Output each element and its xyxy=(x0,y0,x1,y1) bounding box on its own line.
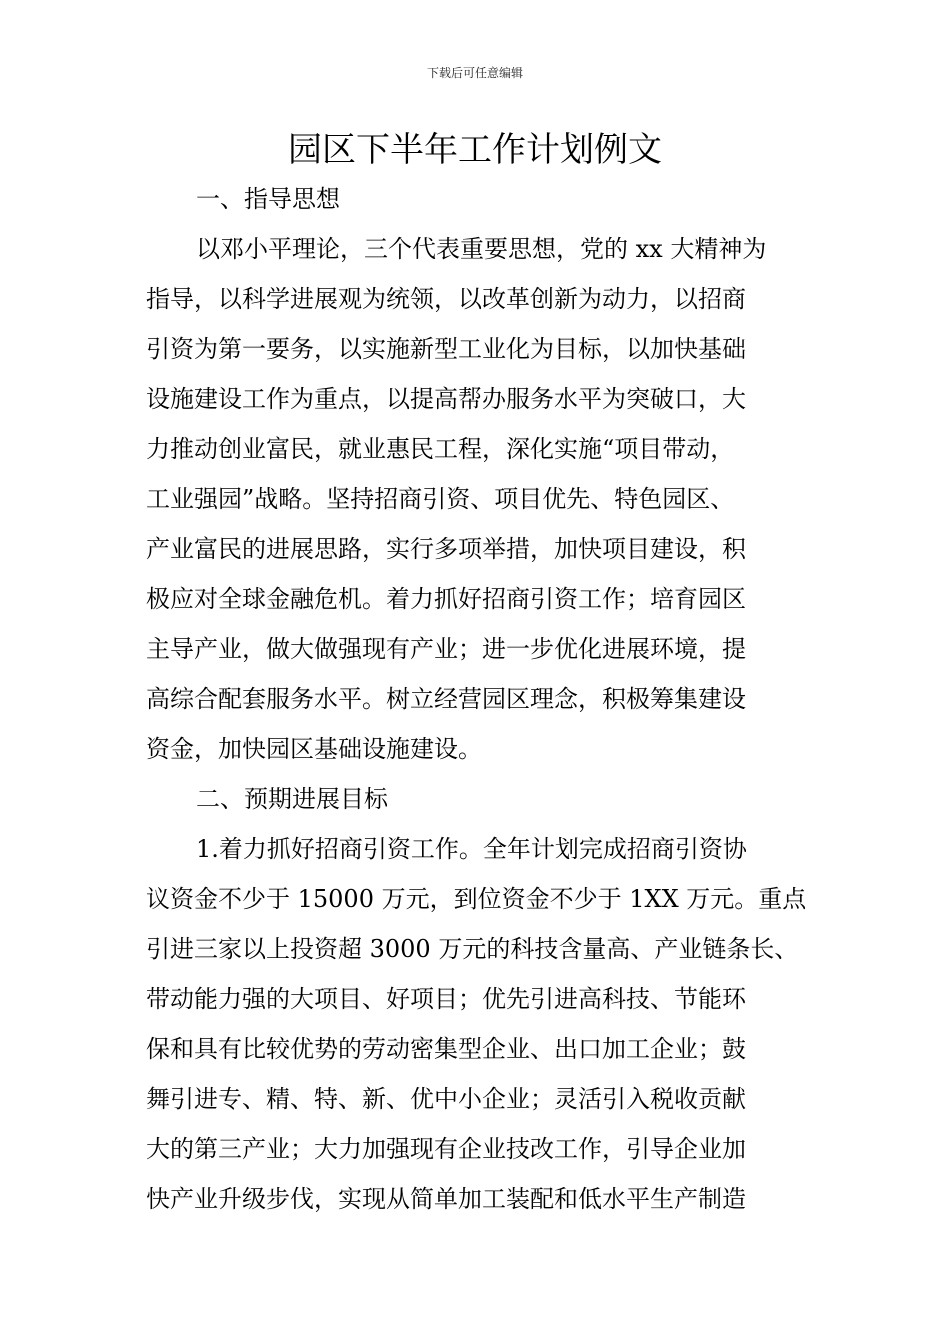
body-line: 引资为第一要务，以实施新型工业化为目标，以加快基础 xyxy=(146,335,746,363)
document-title: 园区下半年工作计划例文 xyxy=(288,130,662,170)
body-line: 议资金不少于 15000 万元，到位资金不少于 1XX 万元。重点 xyxy=(146,885,807,913)
body-line: 引进三家以上投资超 3000 万元的科技含量高、产业链条长、 xyxy=(146,935,799,963)
body-line: 大的第三产业；大力加强现有企业技改工作，引导企业加 xyxy=(146,1135,746,1163)
body-line: 带动能力强的大项目、好项目；优先引进高科技、节能环 xyxy=(146,985,746,1013)
body-line: 设施建设工作为重点，以提高帮办服务水平为突破口，大 xyxy=(146,385,746,413)
body-line: 产业富民的进展思路，实行多项举措，加快项目建设，积 xyxy=(146,535,746,563)
header-note: 下载后可任意编辑 xyxy=(426,66,523,80)
document-body xyxy=(146,174,826,1224)
body-line: 以邓小平理论，三个代表重要思想，党的 xx 大精神为 xyxy=(196,235,767,263)
body-line: 一、指导思想 xyxy=(196,185,340,213)
body-line: 资金，加快园区基础设施建设。 xyxy=(146,735,482,763)
body-line: 快产业升级步伐，实现从简单加工装配和低水平生产制造 xyxy=(146,1185,746,1213)
body-line: 主导产业，做大做强现有产业；进一步优化进展环境，提 xyxy=(146,635,746,663)
body-line: 指导，以科学进展观为统领，以改革创新为动力，以招商 xyxy=(146,285,746,313)
body-line: 1.着力抓好招商引资工作。全年计划完成招商引资协 xyxy=(196,835,747,863)
body-line: 二、预期进展目标 xyxy=(196,785,388,813)
body-line: 舞引进专、精、特、新、优中小企业；灵活引入税收贡献 xyxy=(146,1085,746,1113)
body-line: 力推动创业富民，就业惠民工程，深化实施“项目带动， xyxy=(146,435,735,463)
body-line: 极应对全球金融危机。着力抓好招商引资工作；培育园区 xyxy=(146,585,746,613)
body-line: 保和具有比较优势的劳动密集型企业、出口加工企业；鼓 xyxy=(146,1035,746,1063)
body-line: 高综合配套服务水平。树立经营园区理念，积极筹集建设 xyxy=(146,685,746,713)
body-line: 工业强园”战略。坚持招商引资、项目优先、特色园区、 xyxy=(146,485,735,513)
